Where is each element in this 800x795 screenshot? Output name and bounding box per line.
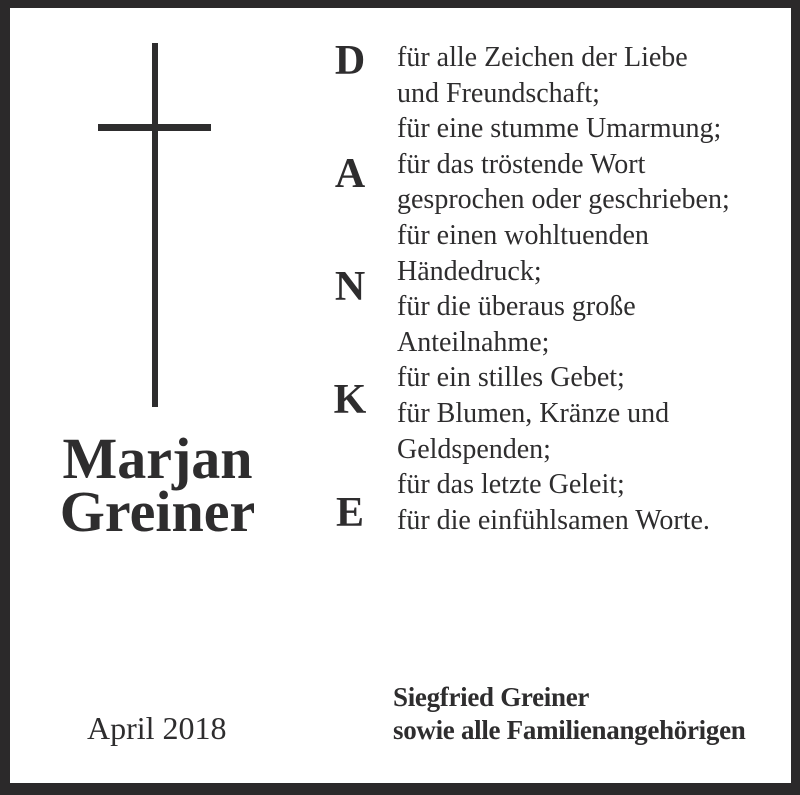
signature-family: sowie alle Familienangehörigen (393, 715, 746, 745)
danke-letter: D (334, 38, 366, 84)
thanks-line: für die einfühlsamen Worte. (397, 504, 710, 536)
danke-letter: N (334, 264, 366, 310)
deceased-first-name: Marjan (62, 426, 253, 491)
danke-letter-column (330, 40, 370, 534)
thanks-line: Händedruck; (397, 255, 542, 287)
cross-horizontal-bar (98, 124, 211, 131)
thanks-line: gesprochen oder geschrieben; (397, 184, 730, 216)
thanks-line: Geldspenden; (397, 433, 551, 465)
thanks-line: für alle Zeichen der Liebe (397, 42, 688, 73)
danke-letter: K (333, 377, 367, 423)
signature-block (393, 681, 745, 747)
thanks-line: Anteilnahme; (397, 326, 550, 358)
thanks-line: für das letzte Geleit; (397, 469, 625, 501)
signature-name: Siegfried Greiner (393, 682, 590, 712)
notice-date: April 2018 (87, 710, 227, 746)
thanks-line: für Blumen, Kränze und (397, 397, 670, 429)
danke-letter: E (335, 490, 364, 536)
cross-vertical-bar (152, 43, 158, 407)
thanks-line: für eine stumme Umarmung; (397, 113, 722, 145)
danke-letter: A (334, 151, 366, 197)
thanks-line: für ein stilles Gebet; (397, 362, 625, 394)
deceased-last-name: Greiner (59, 479, 256, 544)
thanks-line: für einen wohltuenden (397, 219, 649, 251)
thanks-line: und Freundschaft; (397, 77, 600, 109)
thanks-line: für die überaus große (397, 291, 636, 323)
deceased-name (35, 426, 280, 544)
thanks-line: für das tröstende Wort (397, 148, 646, 180)
thanks-text-block (397, 40, 792, 538)
